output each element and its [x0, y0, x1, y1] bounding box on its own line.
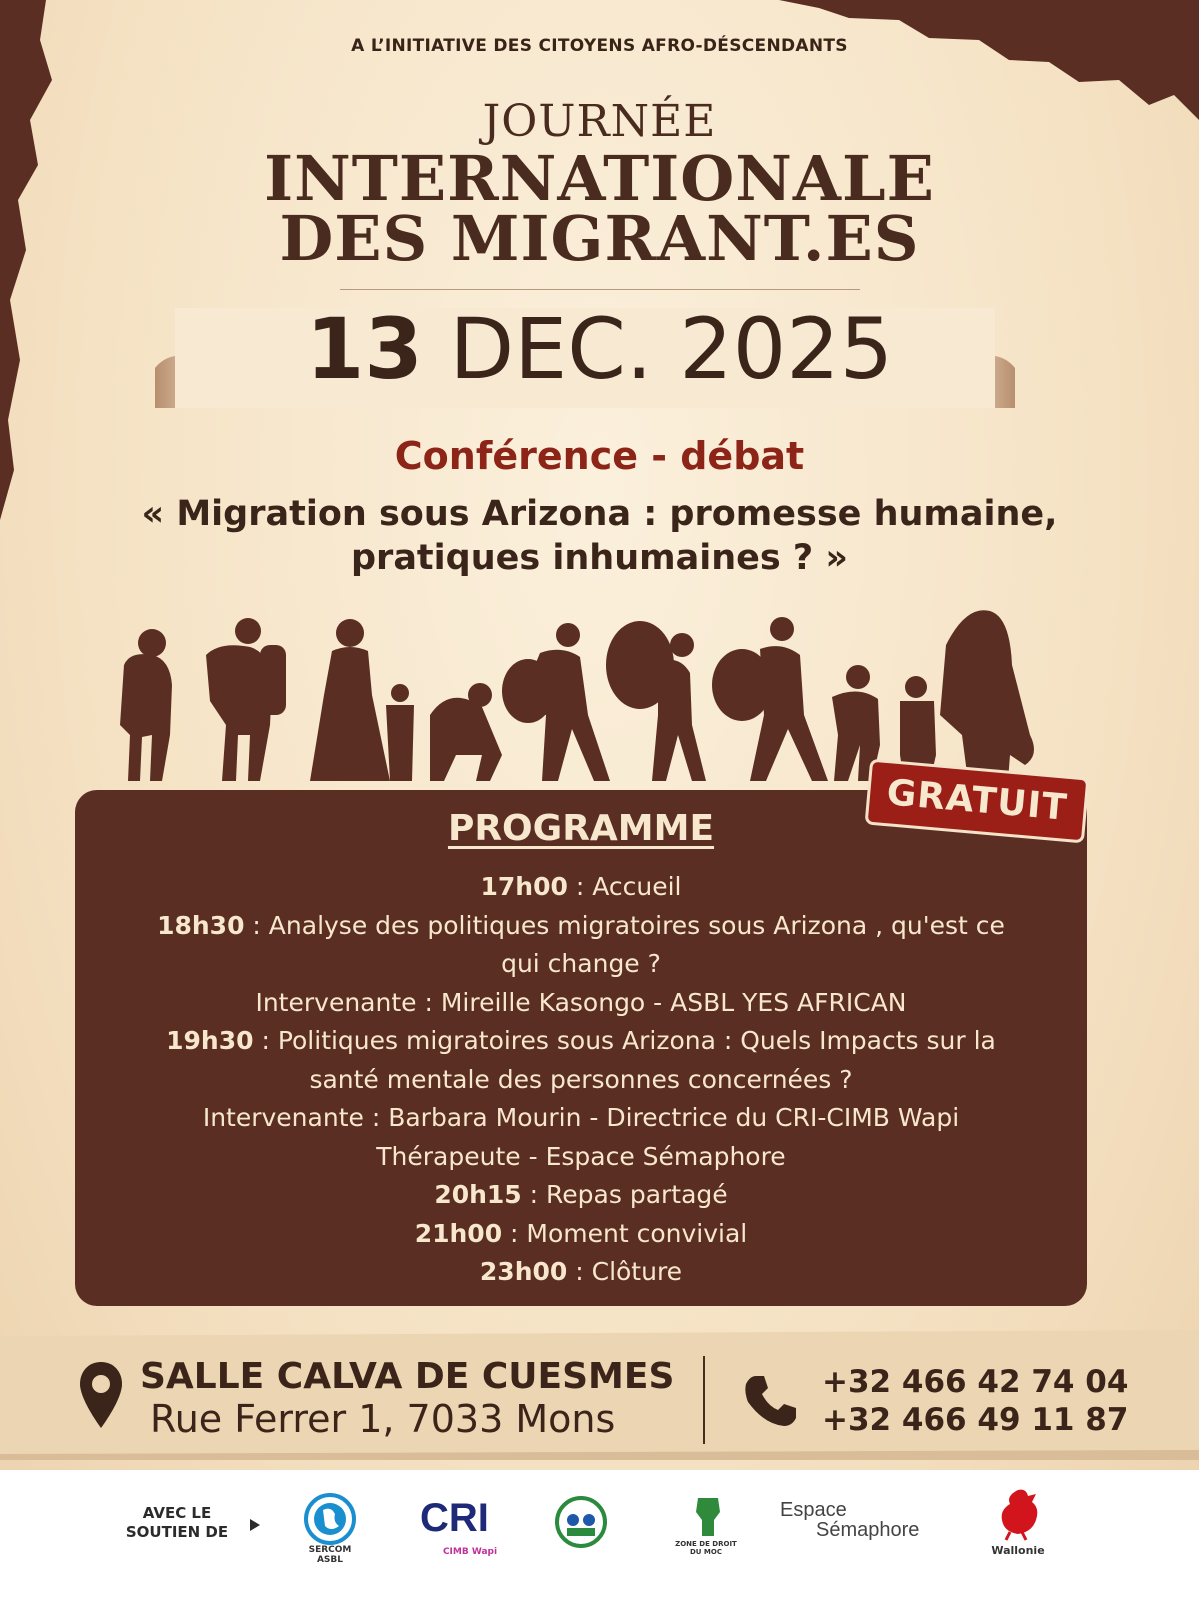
fist-logo-icon — [688, 1490, 728, 1538]
schedule-text: qui change ? — [501, 949, 661, 978]
schedule-text: Intervenante : Barbara Mourin - Directrice du CRI-CIMB Wapi — [202, 1103, 960, 1132]
date-day: 13 — [305, 300, 423, 398]
venue-name: SALLE CALVA DE CUESMES — [140, 1356, 675, 1397]
zone-droit-label — [666, 1540, 746, 1556]
schedule-line — [78, 1215, 1084, 1254]
schedule-line — [78, 868, 1084, 907]
free-badge: GRATUIT — [865, 759, 1090, 844]
schedule-text: Intervenante : Mireille Kasongo - ASBL YES AFRICAN — [255, 987, 907, 1017]
schedule-line — [78, 1099, 1084, 1138]
programme-title: PROGRAMME — [447, 808, 715, 849]
main-title-line1: INTERNATIONALE — [264, 142, 935, 215]
schedule-text: : Moment convivial — [502, 1218, 748, 1248]
schedule-time: 23h00 — [479, 1257, 568, 1286]
phone-icon — [742, 1372, 798, 1428]
event-type: Conférence - débat — [394, 434, 805, 478]
schedule-line — [78, 1253, 1084, 1292]
support-label-line1: AVEC LE — [142, 1504, 212, 1522]
journee-title: JOURNÉE — [482, 96, 717, 147]
theme-line1: « Migration sous Arizona : promesse humaine, — [141, 494, 1058, 534]
sercom-logo-label — [296, 1545, 364, 1565]
schedule-line — [78, 1138, 1084, 1177]
schedule-line — [78, 1022, 1084, 1061]
triangle-arrow-icon — [248, 1518, 262, 1532]
schedule-text: : Clôture — [567, 1257, 683, 1286]
support-label-line2: SOUTIEN DE — [125, 1523, 229, 1541]
theme-line2: pratiques inhumaines ? » — [351, 538, 848, 578]
support-label — [112, 1504, 242, 1542]
association-emblem-icon — [553, 1494, 609, 1550]
location-pin-icon — [78, 1360, 124, 1430]
schedule-text: : Repas partagé — [521, 1180, 728, 1209]
schedule-time: 19h30 — [166, 1026, 254, 1055]
event-date — [0, 300, 1199, 398]
schedule-line — [78, 1061, 1084, 1100]
main-title-line2: DES MIGRANT.ES — [279, 202, 920, 275]
cri-logo-sub: CIMB Wapi — [442, 1547, 498, 1557]
schedule-time: 20h15 — [434, 1180, 522, 1209]
sercom-sub: ASBL — [316, 1555, 344, 1565]
schedule-text: santé mentale des personnes concernées ? — [309, 1064, 853, 1094]
zone-droit-sub: DU MOC — [690, 1548, 722, 1556]
schedule-line — [78, 945, 1084, 984]
zone-droit-name: ZONE DE DROIT — [675, 1540, 737, 1548]
cri-logo: CRI — [420, 1496, 489, 1540]
semaphore-label: Sémaphore — [816, 1519, 920, 1541]
schedule-text: : Politiques migratoires sous Arizona : Quels Impacts sur la — [253, 1026, 996, 1055]
schedule-time: 18h30 — [157, 910, 245, 940]
schedule-line — [78, 984, 1084, 1023]
sercom-name: SERCOM — [308, 1545, 352, 1555]
phone-number-1[interactable]: +32 466 42 74 04 — [822, 1364, 1129, 1400]
espace-label: Espace — [780, 1499, 847, 1521]
schedule-line — [78, 907, 1084, 946]
wallonie-label: Wallonie — [991, 1544, 1045, 1557]
schedule-text: : Analyse des politiques migratoires sous Arizona , qu'est ce — [244, 910, 1005, 940]
espace-semaphore-logo — [780, 1500, 919, 1540]
schedule-time: 17h00 — [480, 872, 568, 901]
programme-schedule — [78, 868, 1084, 1292]
wallonie-rooster-icon — [992, 1486, 1044, 1542]
sercom-logo-icon — [303, 1492, 357, 1546]
schedule-time: 21h00 — [414, 1218, 503, 1248]
schedule-line — [78, 1176, 1084, 1215]
title-divider — [340, 289, 860, 290]
schedule-text: : Accueil — [567, 872, 682, 901]
date-month-year: DEC. 2025 — [449, 300, 894, 398]
venue-address: Rue Ferrer 1, 7033 Mons — [150, 1397, 616, 1441]
contact-divider — [703, 1356, 705, 1444]
schedule-text: Thérapeute - Espace Sémaphore — [376, 1141, 786, 1171]
phone-number-2[interactable]: +32 466 49 11 87 — [822, 1402, 1129, 1438]
initiative-text: A L’INITIATIVE DES CITOYENS AFRO-DÉSCENDANTS — [351, 36, 848, 56]
